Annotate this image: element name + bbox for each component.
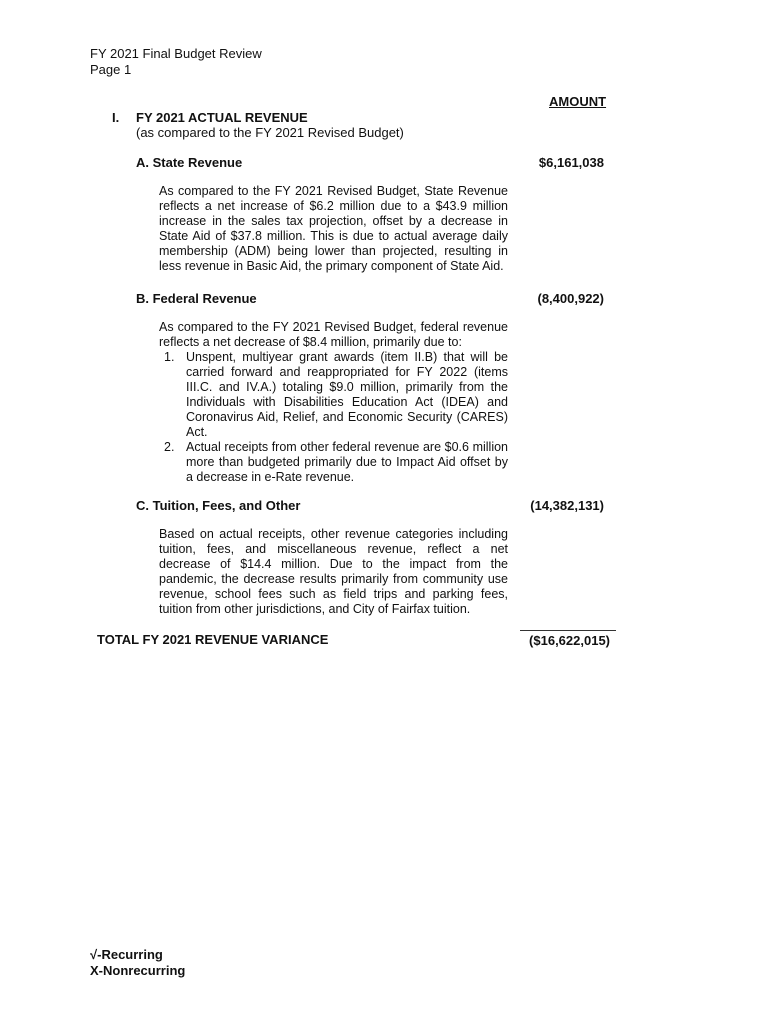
federal-revenue-intro: As compared to the FY 2021 Revised Budget, federal revenue reflects a net decrease of $8.4 million, primarily due to: <box>159 320 508 349</box>
tuition-amount: (14,382,131) <box>530 498 604 513</box>
list-item <box>159 350 508 440</box>
federal-revenue-heading: B. Federal Revenue <box>136 291 257 306</box>
list-item-text: Actual receipts from other federal revenue are $0.6 million more than budgeted primarily due to Impact Aid offset by a decrease in e-Rate revenue. <box>186 440 508 484</box>
federal-revenue-block <box>159 320 508 485</box>
total-rule <box>520 630 616 631</box>
state-revenue-amount: $6,161,038 <box>538 155 604 170</box>
page-number: Page 1 <box>90 62 132 77</box>
state-revenue-text: As compared to the FY 2021 Revised Budget, State Revenue reflects a net increase of $6.2 million due to a $43.9 million increase in the sales tax projection, offset by a decrease in State Aid of $37.8 million. This is due to actual average daily membership (ADM) being lower than projected, resulting in less revenue in Basic Aid, the primary component of State Aid. <box>159 184 508 273</box>
state-revenue-heading: A. State Revenue <box>136 155 243 170</box>
amount-column-header: AMOUNT <box>549 94 607 109</box>
legend-nonrecurring: X-Nonrecurring <box>90 963 186 978</box>
list-item-text: Unspent, multiyear grant awards (item II.B) that will be carried forward and reappropriated for FY 2022 (items III.C. and IV.A.) totaling $9.0 million, primarily from the Individuals with Disabilities Education Act (IDEA) and Coronavirus Aid, Relief, and Economic Security (CARES) Act. <box>186 350 508 439</box>
section-subtitle: (as compared to the FY 2021 Revised Budget) <box>136 125 404 140</box>
federal-revenue-amount: (8,400,922) <box>537 291 604 306</box>
section-title: FY 2021 ACTUAL REVENUE <box>136 110 308 125</box>
tuition-text: Based on actual receipts, other revenue categories including tuition, fees, and miscellaneous revenue, reflect a net decrease of $14.4 million. Due to the impact from the pandemic, the decrease results primarily from community use revenue, school fees such as field trips and parking fees, tuition from other jurisdictions, and City of Fairfax tuition. <box>159 527 508 616</box>
list-item-number: 2. <box>164 440 175 454</box>
tuition-heading: C. Tuition, Fees, and Other <box>136 498 301 513</box>
document-title: FY 2021 Final Budget Review <box>90 46 262 61</box>
list-item-number: 1. <box>164 350 175 364</box>
section-number: I. <box>112 110 120 125</box>
total-label: TOTAL FY 2021 REVENUE VARIANCE <box>97 632 329 647</box>
legend-recurring: √-Recurring <box>90 947 163 962</box>
total-amount: ($16,622,015) <box>529 633 610 648</box>
federal-revenue-list <box>159 350 508 485</box>
list-item <box>159 440 508 485</box>
